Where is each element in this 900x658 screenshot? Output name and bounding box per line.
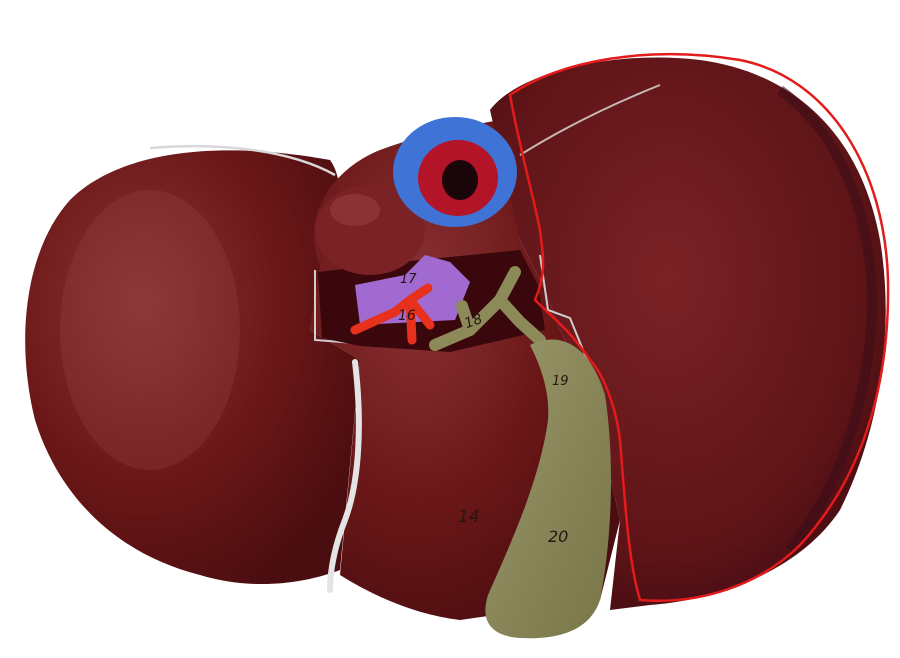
label-16: 16 bbox=[398, 308, 416, 324]
left-lobe-highlight bbox=[60, 190, 240, 470]
vena-cava-lumen bbox=[442, 160, 478, 200]
label-18: 18 bbox=[462, 311, 485, 333]
label-17: 17 bbox=[400, 272, 417, 287]
label-20: 20 bbox=[548, 527, 569, 546]
label-14: 14 bbox=[458, 507, 480, 527]
label-19: 19 bbox=[552, 374, 569, 389]
caudate-highlight bbox=[330, 194, 380, 226]
